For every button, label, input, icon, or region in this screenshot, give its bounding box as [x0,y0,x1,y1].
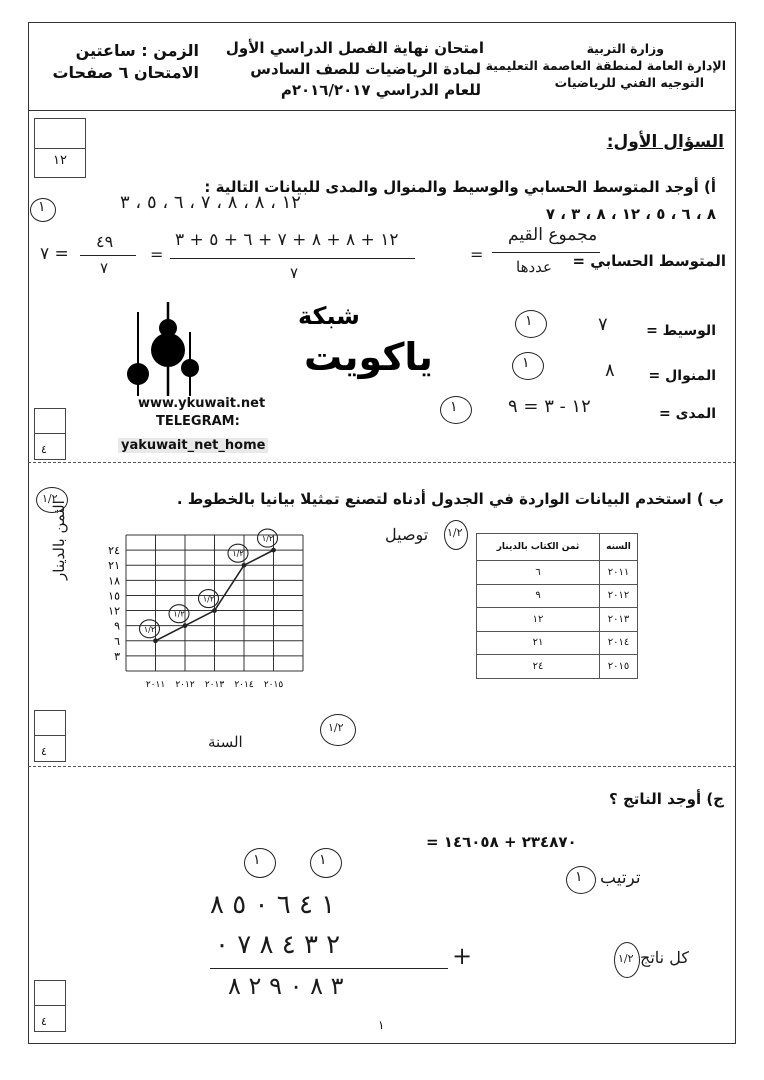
exam-title: امتحان نهاية الفصل الدراسي الأول [225,39,484,57]
mean-formula-num: مجموع القيم [508,225,598,245]
each-mark: ١/٢ [618,952,634,965]
addend-row-2: ٢ ٣ ٤ ٨ ٧ ٠ [215,930,341,960]
price-cell: ٩ [477,584,600,608]
data-point [183,623,188,628]
mean-formula-line [492,252,600,253]
watermark-logo [118,292,433,470]
watermark-handle: yakuwait_net_home [118,438,268,453]
part-a-score: ٤ [41,443,47,456]
y-tick-label: ٢١ [108,559,120,573]
exam-pages: الامتحان ٦ صفحات [52,63,199,82]
half-mark-text: ١/٢ [173,609,185,619]
half-mark-connect: ١/٢ [447,526,463,539]
price-cell: ٦ [477,561,600,585]
towers-icon [118,292,433,412]
range-value: ١٢ - ٣ = ٩ [508,396,591,417]
divider-a-b [28,462,736,463]
connect-note: توصيل [385,525,429,544]
order-mark: ١ [575,869,583,885]
y-tick-label: ٩ [114,619,120,633]
mean-frac-num: ٤٩ [96,232,114,251]
mean-formula-den: عددها [516,258,552,276]
x-axis-label: السنة [208,733,243,751]
x-tick-label: ٢٠١٣ [204,680,225,690]
part-b-prompt: ب ) استخدم البيانات الواردة في الجدول أدناه لتصنع تمثيلا بيانيا بالخطوط . [176,490,724,508]
part-b-score: ٤ [41,745,47,758]
y-tick-label: ٦ [114,634,120,648]
table-row [477,655,638,679]
mean-sum-line [170,258,415,259]
mean-result: ٧ = [40,244,69,264]
data-point [242,563,247,568]
table-row [477,608,638,632]
data-point [271,548,276,553]
ministry-name: وزارة التربية [586,41,664,56]
mode-label: المنوال = [648,368,716,384]
y-tick-label: ١٥ [108,589,120,603]
divider-b-c [28,766,736,767]
mean-sum: ١٢ + ٨ + ٨ + ٧ + ٦ + ٥ + ٣ [175,230,399,250]
sum-line [210,968,448,969]
mode-value: ٨ [605,360,615,381]
question-title: السؤال الأول: [606,132,724,152]
mark-median: ١ [525,313,533,329]
addend-row-1: ١ ٤ ٦ ٠ ٥ ٨ [210,890,336,920]
page-number: ١ [378,1018,385,1032]
table-row [477,631,638,655]
data-point [212,608,217,613]
sum-result: ٣ ٨ ٠ ٩ ٢ ٨ [228,972,344,1000]
supervision-name: التوجيه الفني للرياضيات [554,75,704,90]
carry-1: ١ [253,852,261,868]
y-tick-label: ٢٤ [108,544,120,558]
exam-subject: لمادة الرياضيات للصف السادس [250,60,481,78]
data-point [153,638,158,643]
price-header: ثمن الكتاب بالدينار [477,534,600,561]
carry-2: ١ [319,852,327,868]
mean-count: ٧ [290,264,299,282]
y-tick-label: ٣ [114,649,120,663]
year-cell: ٢٠١١ [600,561,638,585]
x-tick-label: ٢٠١١ [145,680,166,690]
brand-line1: شبكة [298,302,360,330]
header-divider [28,110,736,111]
price-cell: ٢٤ [477,655,600,679]
part-c-prompt: ج) أوجد الناتج ؟ [609,790,724,808]
table-row [477,584,638,608]
year-cell: ٢٠١٢ [600,584,638,608]
half-mark-text: ١/٢ [202,594,215,604]
brand-text [118,292,119,293]
part-a-score-box [34,408,66,460]
each-note: كل ناتج [640,948,689,967]
mark-range: ١ [450,399,458,415]
part-a-prompt: أ) أوجد المتوسط الحسابي والوسيط والمنوال والمدى للبيانات التالية : [204,178,716,196]
total-score-box [34,118,86,178]
range-label: المدى = [659,406,716,422]
half-mark-text: ١/٢ [261,534,274,544]
line-graph [98,523,338,693]
mark-mode: ١ [522,355,530,371]
mean-label: المتوسط الحسابي = [572,252,726,270]
y-tick-label: ١٢ [108,604,120,618]
x-tick-label: ٢٠١٤ [234,680,254,690]
x-tick-label: ٢٠١٢ [175,680,195,690]
price-cell: ١٢ [477,608,600,632]
brand-line2: ياكويت [304,335,433,379]
year-cell: ٢٠١٤ [600,631,638,655]
half-mark-b: ١/٢ [42,492,58,505]
order-note: ترتيب [600,868,641,888]
part-c-score: ٤ [41,1015,47,1028]
part-c-expression: = ٢٣٤٨٧٠ + ١٤٦٠٥٨ [426,833,577,851]
y-tick-label: ١٨ [108,574,120,588]
exam-year: للعام الدراسي ٢٠١٦/٢٠١٧م [280,81,481,99]
median-label: الوسيط = [646,323,716,339]
watermark-url: www.ykuwait.net [138,396,266,411]
price-table [476,533,638,679]
plus-sign: + [452,942,473,970]
total-score: ١٢ [53,153,67,168]
half-mark-axes: ١/٢ [328,721,344,734]
mean-frac-den: ٧ [100,259,109,277]
mark-a1: ١ [38,199,46,215]
year-header: السنه [600,534,638,561]
watermark-telegram: TELEGRAM: [156,414,240,429]
part-b-score-box [34,710,66,762]
part-c-score-box [34,980,66,1032]
price-cell: ٢١ [477,631,600,655]
part-a-data: ٨ ، ٦ ، ٥ ، ١٢ ، ٨ ، ٣ ، ٧ [545,205,716,223]
median-value: ٧ [598,314,608,335]
exam-time: الزمن : ساعتين [75,41,199,60]
half-mark-text: ١/٢ [143,624,156,634]
half-mark-text: ١/٢ [232,549,244,559]
year-cell: ٢٠١٥ [600,655,638,679]
table-row [477,561,638,585]
directorate-name: الإدارة العامة لمنطقة العاصمة التعليمية [485,58,726,73]
y-axis-label: الثمن بالدينار [50,500,68,580]
year-cell: ٢٠١٣ [600,608,638,632]
x-tick-label: ٢٠١٥ [263,680,284,690]
mean-frac-line [80,255,136,256]
sorted-data-handwritten: ١٢ ، ٨ ، ٨ ، ٧ ، ٦ ، ٥ ، ٣ [120,192,301,213]
